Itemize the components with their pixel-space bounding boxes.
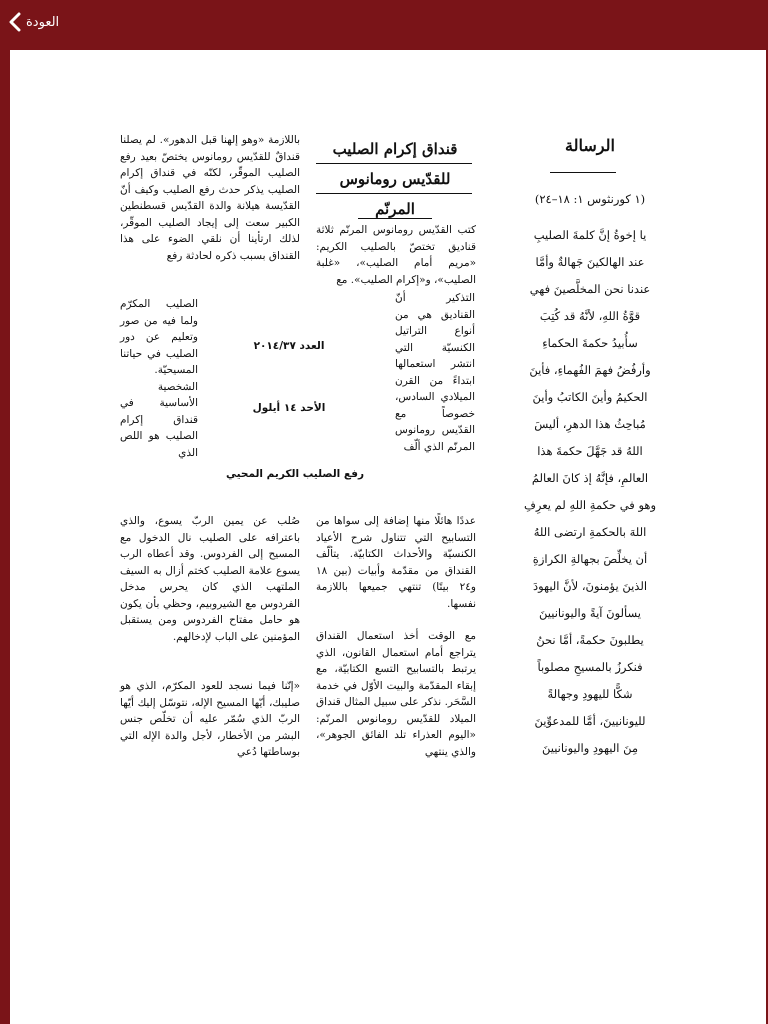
epistle-line: شكًّا لليهودِ وجهالةً	[547, 687, 633, 701]
article-intro: كتب القدّيس رومانوس المرنّم ثلاثة قناديق تختصّ بالصليب الكريم: «مريم أمام الصليب»، «غلبة الصليب»، و«إكرام الصليب». مع	[316, 224, 476, 286]
issue-date: الأحد ١٤ أيلول	[252, 402, 326, 414]
article-title-line: المرنّم	[375, 200, 415, 218]
epistle-line: الذينَ يؤمنونَ، لأنَّ اليهودَ	[532, 579, 648, 593]
continuation-narrow: الصليب المكرّم ولما فيه من صور وتعليم عن دور الصليب في حياتنا المسيحيّة. الشخصية الأساسية في قنداق إكرام الصليب هو اللص الذي	[120, 298, 198, 459]
epistle-title: الرسالة	[565, 136, 615, 155]
article-body-2: مع الوقت أخذ استعمال القنداق يتراجع أمام استعمال القانون، الذي يرتبط بالتسابيح التسع الكتابيّة، مع إبقاء المقدّمة والبيت الأوّل في خدمة السَّحَر. نذكر على سبيل المثال قنداق الميلاد للقدّيس رومانوس المرنّم: «اليوم العذراء تلد الفائق الجوهر»، والذي ينتهي	[316, 630, 476, 758]
article-narrow-text: التذكير أنّ القناديق هي من أنواع التراتيل الكنسيّة التي انتشر استعمالها ابتداءً من القرن الميلادي السادس، خصوصاً مع القدّيس رومانوس المرنّم الذي ألّف	[395, 292, 475, 453]
newsletter-page	[10, 50, 766, 1024]
article-title-line: قنداق إكرام الصليب	[332, 140, 458, 158]
epistle-line: العالمِ، فإنَّهُ إذ كانَ العالمُ	[531, 471, 649, 485]
epistle-line: وهو في حكمةِ اللهِ لم يعرِفِ	[523, 498, 657, 512]
epistle-line: أن يخلِّصَ بجهالةِ الكرازةِ	[532, 552, 648, 566]
epistle-line: سأُبيدُ حكمةَ الحكماءِ	[542, 336, 638, 350]
epistle-line: اللهُ قد جَهَّلَ حكمةَ هذا	[537, 444, 643, 458]
article-title	[306, 134, 484, 224]
article-title-rule	[358, 218, 432, 219]
chevron-left-icon	[8, 12, 22, 32]
epistle-line: قوَّةُ اللهِ، لأنَّهُ قد كُتِبَ	[539, 309, 641, 323]
epistle-line: فنكرزُ بالمسيحِ مصلوباً	[537, 660, 643, 674]
epistle-line: اللهَ بالحكمةِ ارتضى اللهُ	[533, 525, 647, 539]
epistle-title-rule	[550, 172, 616, 173]
epistle-line: مِنَ اليهودِ واليونانيينَ	[541, 741, 639, 755]
feast-occasion: رفع الصليب الكريم المحيي	[225, 468, 365, 480]
epistle-line: مُباحِثُ هذا الدهرِ، أليسَ	[534, 417, 646, 431]
back-label: العودة	[26, 14, 60, 30]
epistle-reference: (١ كورنثوس ١: ١٨–٢٤)	[534, 192, 646, 206]
back-button[interactable]	[8, 6, 59, 38]
article-title-rule	[316, 193, 472, 194]
article-title-line: للقدّيس رومانوس	[339, 170, 451, 188]
issue-number: العدد ٢٠١٤/٣٧	[253, 340, 325, 352]
epistle-line: الحكيمُ وأينَ الكاتبُ وأينَ	[532, 390, 648, 404]
epistle-line: يسألونَ آيةً واليونانيينَ	[539, 606, 641, 620]
epistle-line: عندنا نحن المخلَّصينَ فهي	[529, 282, 651, 296]
epistle-line: لليونانيينَ، أمَّا للمدعوِّينَ	[534, 714, 646, 728]
epistle-line: عند الهالكينَ جَهالةٌ وأمَّا	[535, 255, 645, 269]
article-title-rule	[316, 163, 472, 164]
top-nav-bar	[0, 0, 768, 44]
epistle-line: يطلبونَ حكمةً، أمَّا نحنُ	[536, 633, 644, 647]
continuation-top: باللازمة «وهو إلهنا قبل الدهور». لم يصلنا قنداقٌ للقدّيس رومانوس يختصّ بعيد رفع الصليب الموقّر، لكنّه في قنداق إكرام الصليب يذكر حدث رفع الصليب وكيف أنّ القدّيسة هيلانة والدة القدّيس قسطنطين الكبير سعت إلى إيجاد الصليب الموقّر، لذلك ارتأينا أن نلقي الضوء على هذا القنداق بسبب ذكره لحادثة رفع	[120, 134, 300, 262]
epistle-line: يا إخوةُ إنَّ كلمةَ الصليبِ	[533, 228, 647, 242]
epistle-line: وأرفُضُ فهمَ الفُهماءِ، فأينَ	[529, 363, 651, 377]
continuation-bottom-2: «إنّنا فيما نسجد للعود المكرّم، الذي هو صليبك، أيّها المسيح الإله، نتوسّل إليك أيّها الربّ الذي سُمّر عليه أن تخلّص جنس البشر من الأخطار، لأجل والدة الإله التي بوساطتها دُعي	[120, 680, 300, 758]
article-body: عددًا هائلًا منها إضافة إلى سواها من التسابيح التي تتناول شرح الأعياد الكنسيّة والأحداث الكتابيّة. يتألّف القنداق من مقدّمة وأبيات (بين ١٨ و٢٤ بيتًا) تنتهي جميعها باللازمة نفسها.	[316, 515, 476, 610]
continuation-bottom: صُلب عن يمين الربّ يسوع، والذي باعترافه على الصليب نال الدخول مع المسيح إلى الفردوس. وقد أعطاه الرب يسوع علامة الصليب كختم أزال به السيف الملتهب الذي كان يحرس مدخل الفردوس مع الشيروبيم، وحظي بأن يكون هو حامل مفتاح الفردوس ومن يستقبل المؤمنين على الباب لإدخالهم.	[120, 515, 300, 643]
